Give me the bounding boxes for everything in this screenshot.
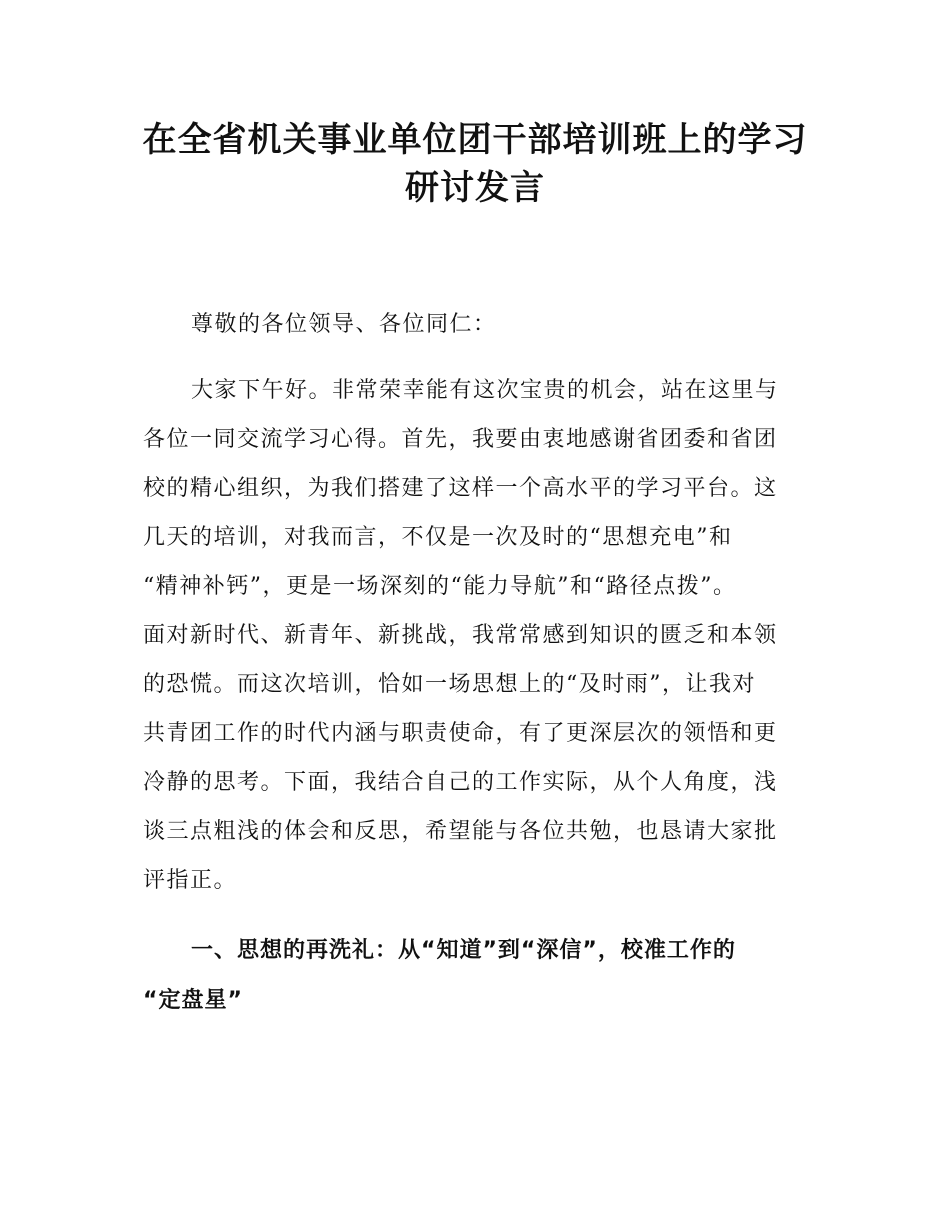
paragraph-line: 共青团工作的时代内涵与职责使命，有了更深层次的领悟和更: [143, 721, 778, 746]
document-title-line-2: 研讨发言: [405, 168, 545, 208]
paragraph-1: [143, 366, 823, 905]
greeting: [143, 300, 823, 349]
paragraph-line: 几天的培训，对我而言，不仅是一次及时的“思想充电”和: [143, 525, 733, 550]
section-1-heading-line-1: 一、思想的再洗礼：从“知道”到“深信”，校准工作的: [191, 938, 736, 963]
document-title-line-1: 在全省机关事业单位团干部培训班上的学习: [142, 120, 808, 160]
paragraph-line: 校的精心组织，为我们搭建了这样一个高水平的学习平台。这: [143, 476, 778, 501]
paragraph-line: 谈三点粗浅的体会和反思，希望能与各位共勉，也恳请大家批: [143, 819, 778, 844]
paragraph-line: 面对新时代、新青年、新挑战，我常常感到知识的匮乏和本领: [143, 623, 778, 648]
paragraph-line: 各位一同交流学习心得。首先，我要由衷地感谢省团委和省团: [143, 427, 778, 452]
section-1-heading-line-2: “定盘星”: [143, 988, 243, 1013]
paragraph-line: 大家下午好。非常荣幸能有这次宝贵的机会，站在这里与: [191, 378, 779, 403]
paragraph-line: 评指正。: [143, 868, 238, 893]
paragraph-line: 的恐慌。而这次培训，恰如一场思想上的“及时雨”，让我对: [143, 672, 756, 697]
section-1-heading: [143, 926, 823, 1026]
paragraph-line: “精神补钙”，更是一场深刻的“能力导航”和“路径点拨”。: [143, 574, 737, 599]
greeting-text: 尊敬的各位领导、各位同仁：: [191, 312, 497, 337]
paragraph-line: 冷静的思考。下面，我结合自己的工作实际，从个人角度，浅: [143, 770, 778, 795]
